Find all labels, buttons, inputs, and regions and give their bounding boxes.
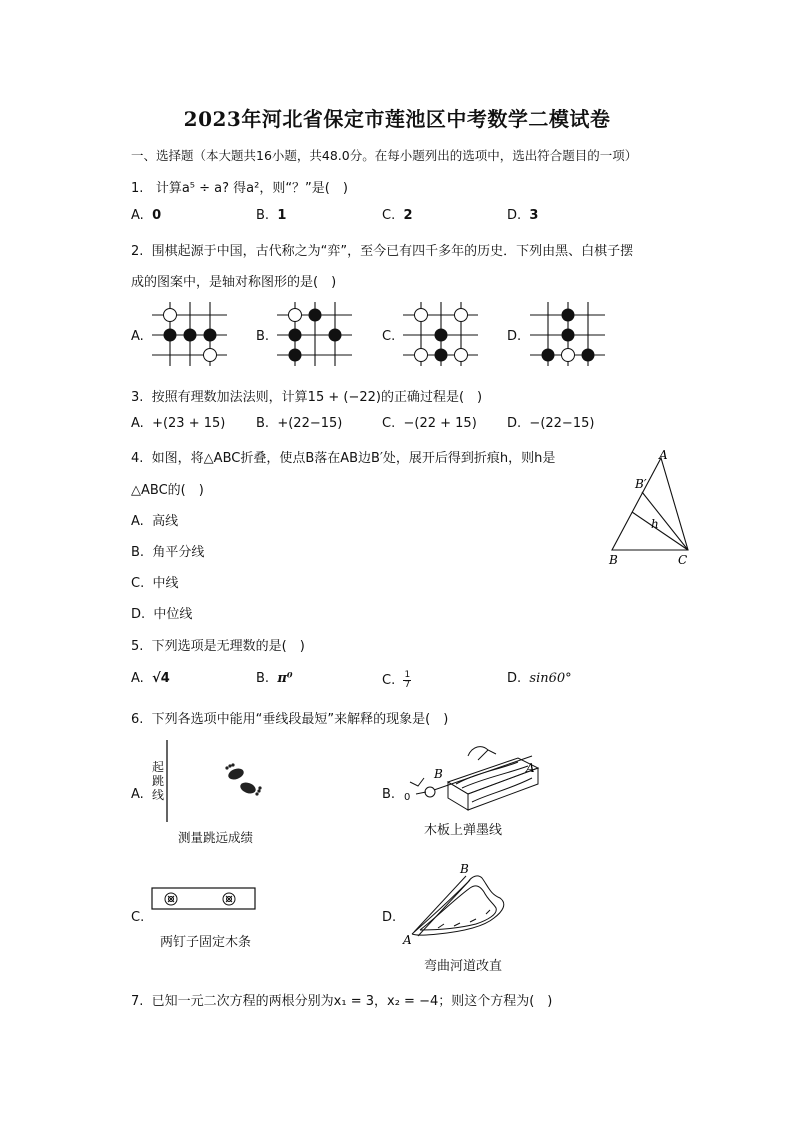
question-5: 5. 下列选项是无理数的是( ) — [131, 639, 305, 654]
q6-option-c-label[interactable]: C. — [131, 910, 145, 925]
black-stone — [204, 329, 217, 342]
black-stone — [309, 309, 322, 322]
black-stone — [435, 349, 448, 362]
question-4-line-1: 4. 如图，将△ABC折叠，使点B落在AB边B′处，展开后得到折痕h，则h是 — [131, 451, 556, 466]
black-stone — [562, 329, 575, 342]
question-2-line-2: 成的图案中，是轴对称图形的是( ) — [131, 275, 337, 290]
question-6: 6. 下列各选项中能用“垂线段最短”来解释的现象是( ) — [131, 712, 449, 727]
label-b: B — [609, 553, 618, 567]
label-b-prime: B′ — [635, 477, 647, 491]
q4-option-c[interactable]: C. 中线 — [131, 576, 179, 591]
q5-option-b[interactable]: B. π⁰ — [256, 671, 293, 686]
q2-option-d-label[interactable]: D. — [507, 329, 522, 344]
black-stone — [329, 329, 342, 342]
q1-option-a[interactable]: A. 0 — [131, 208, 162, 223]
question-number: 1. — [131, 181, 144, 196]
q3-option-a[interactable]: A. +(23 + 15) — [131, 416, 226, 431]
go-board-c — [403, 302, 478, 366]
black-stone — [289, 329, 302, 342]
white-stone — [164, 309, 177, 322]
caption-b: 木板上弹墨线 — [424, 823, 503, 838]
black-stone — [289, 349, 302, 362]
point-b-label: B — [460, 862, 469, 876]
go-board-d — [530, 302, 605, 366]
question-4-line-2: △ABC的( ) — [131, 483, 204, 498]
q2-option-c-label[interactable]: C. — [382, 329, 396, 344]
go-board-a — [152, 302, 227, 366]
footprint-icon — [225, 763, 261, 795]
q4-option-b[interactable]: B. 角平分线 — [131, 545, 205, 560]
triangle-figure — [604, 446, 704, 571]
white-stone — [455, 309, 468, 322]
white-stone — [289, 309, 302, 322]
q1-option-d[interactable]: D. 3 — [507, 208, 539, 223]
q4-option-a[interactable]: A. 高线 — [131, 514, 179, 529]
section-heading: 一、选择题（本大题共16小题，共48.0分。在每小题列出的选项中，选出符合题目的一项） — [131, 148, 638, 163]
question-1 — [131, 177, 348, 196]
q5-option-a[interactable]: A. √4 — [131, 671, 170, 686]
white-stone — [455, 349, 468, 362]
point-a-label: A — [403, 933, 412, 947]
q6-option-a-label[interactable]: A. — [131, 787, 144, 802]
question-2-line-1: 2. 围棋起源于中国，古代称之为“弈”，至今已有四千多年的历史．下列由黑、白棋子摆 — [131, 244, 634, 259]
caption-c: 两钉子固定木条 — [160, 935, 252, 950]
white-stone — [415, 349, 428, 362]
q2-option-a-label[interactable]: A. — [131, 329, 144, 344]
q5-option-d[interactable]: D. sin60° — [507, 671, 572, 686]
q4-option-d[interactable]: D. 中位线 — [131, 607, 193, 622]
q6-option-b-label[interactable]: B. — [382, 787, 396, 802]
q3-option-b[interactable]: B. +(22−15) — [256, 416, 343, 431]
label-c: C — [678, 553, 688, 567]
white-stone — [204, 349, 217, 362]
long-jump-figure — [164, 740, 274, 822]
nailed-strip-figure — [151, 887, 257, 911]
q1-option-c[interactable]: C. 2 — [382, 208, 413, 223]
go-board-b — [277, 302, 352, 366]
question-text: 计算a⁵ ÷ a? 得a²，则“？”是( ) — [155, 181, 348, 196]
takeoff-line-label: 起 跳 线 — [151, 760, 164, 802]
page-title: 2023年河北省保定市莲池区中考数学二模试卷 — [183, 107, 611, 131]
black-stone — [562, 309, 575, 322]
q5-option-c[interactable]: C. $\frac{1}{7}$ — [382, 670, 411, 690]
black-stone — [184, 329, 197, 342]
white-stone — [415, 309, 428, 322]
black-stone — [164, 329, 177, 342]
q1-option-b[interactable]: B. 1 — [256, 208, 287, 223]
point-a-label: A — [526, 761, 535, 775]
svg-text:0: 0 — [404, 792, 411, 803]
white-stone — [562, 349, 575, 362]
point-b-label: B — [434, 767, 443, 781]
question-3: 3. 按照有理数加法法则，计算15 + (−22)的正确过程是( ) — [131, 390, 483, 405]
river-figure — [398, 860, 518, 952]
caption-d: 弯曲河道改直 — [424, 959, 503, 974]
black-stone — [435, 329, 448, 342]
q3-option-d[interactable]: D. −(22−15) — [507, 416, 595, 431]
q2-option-b-label[interactable]: B. — [256, 329, 270, 344]
ink-line-board-figure — [398, 742, 548, 816]
label-a: A — [659, 448, 668, 462]
q6-option-d-label[interactable]: D. — [382, 910, 397, 925]
caption-a: 测量跳远成绩 — [178, 830, 254, 845]
black-stone — [582, 349, 595, 362]
label-h: h — [651, 517, 659, 531]
question-7: 7. 已知一元二次方程的两根分别为x₁ = 3，x₂ = −4；则这个方程为( ) — [131, 994, 553, 1009]
q3-option-c[interactable]: C. −(22 + 15) — [382, 416, 477, 431]
black-stone — [542, 349, 555, 362]
